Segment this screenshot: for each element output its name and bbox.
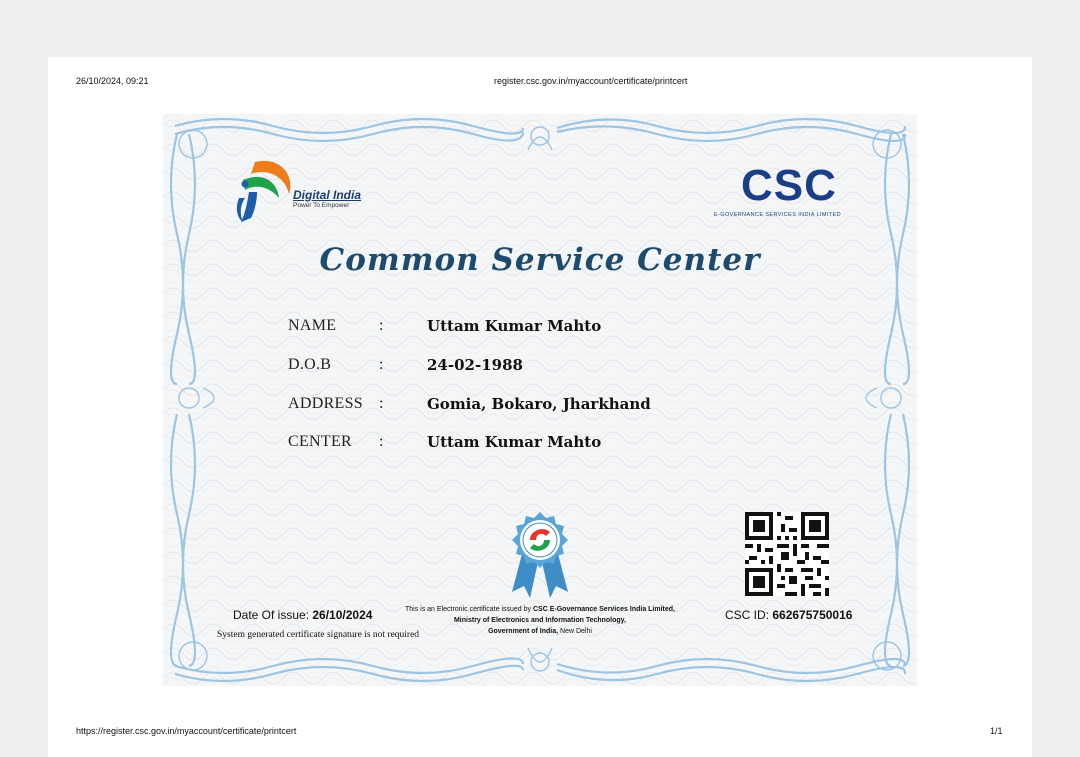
csc-id-label: CSC ID: xyxy=(725,608,770,622)
csc-tagline: E-GOVERNANCE SERVICES INDIA LIMITED xyxy=(714,212,841,218)
digital-india-wordmark: Digital India xyxy=(293,188,362,202)
csc-seal-icon xyxy=(506,510,574,600)
dob-value: 24-02-1988 xyxy=(427,356,523,374)
name-label: NAME xyxy=(288,317,337,334)
issuer-line1-pre: This is an Electronic certificate issued by xyxy=(404,606,532,613)
issuer-line1-bold: CSC E-Governance Services India Limited, xyxy=(533,606,675,613)
dob-label: D.O.B xyxy=(288,356,332,373)
csc-id xyxy=(725,608,852,622)
address-label: ADDRESS xyxy=(288,395,364,412)
date-of-issue-label: Date Of issue: xyxy=(233,608,310,622)
print-url-header: register.csc.gov.in/myaccount/certificate/printcert xyxy=(494,76,688,86)
issuer-statement xyxy=(385,604,695,637)
qr-code-icon xyxy=(745,512,829,596)
print-page-number: 1/1 xyxy=(990,726,1003,736)
center-label: CENTER xyxy=(288,433,353,450)
name-value: Uttam Kumar Mahto xyxy=(427,317,602,335)
issuer-line3-post: New Delhi xyxy=(560,628,592,635)
digital-india-tagline: Power To Empower xyxy=(293,202,350,209)
center-colon: : xyxy=(379,433,384,450)
issuer-line2: Ministry of Electronics and Information Technology, xyxy=(453,617,627,624)
address-colon: : xyxy=(379,395,384,412)
dob-colon: : xyxy=(379,356,384,373)
print-timestamp: 26/10/2024, 09:21 xyxy=(76,76,149,86)
date-of-issue-value: 26/10/2024 xyxy=(312,608,373,622)
signature-note: System generated certificate signature is not required xyxy=(217,630,420,640)
certificate-title: Common Service Center xyxy=(319,242,761,278)
center-value: Uttam Kumar Mahto xyxy=(427,433,602,451)
date-of-issue xyxy=(233,608,372,622)
csc-logo: CSC xyxy=(741,161,837,210)
csc-id-value: 662675750016 xyxy=(772,608,853,622)
name-colon: : xyxy=(379,317,384,334)
issuer-line3-bold: Government of India, xyxy=(488,628,559,635)
address-value: Gomia, Bokaro, Jharkhand xyxy=(427,395,651,413)
print-url-footer: https://register.csc.gov.in/myaccount/certificate/printcert xyxy=(76,726,297,736)
certificate xyxy=(163,114,917,686)
